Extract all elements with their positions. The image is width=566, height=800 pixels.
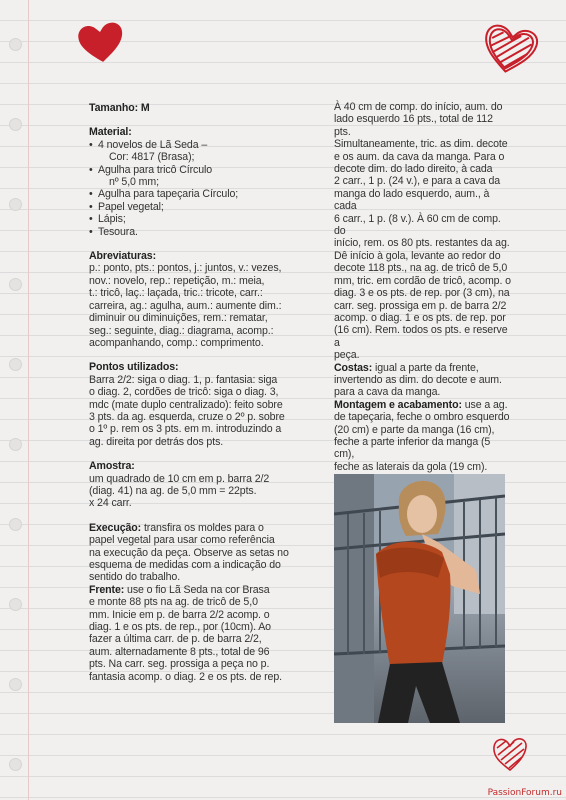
text-line: Barra 2/2: siga o diag. 1, p. fantasia: siga	[89, 373, 278, 386]
text-line: e os aum. da cava da manga. Para o	[334, 150, 505, 163]
text-line: carr. seg. prossiga em p. de barra 2/2	[334, 299, 507, 312]
text-line: ag. direita por detrás dos pts.	[89, 435, 224, 448]
text-line: peça.	[334, 349, 360, 362]
binder-hole	[9, 278, 22, 291]
text-line: use a ag.	[461, 398, 508, 411]
abbreviations-heading: Abreviaturas:	[89, 250, 156, 263]
text-line: acompanhando, comp.: comprimento.	[89, 336, 264, 349]
footer-watermark: PassionForum.ru	[487, 788, 562, 798]
binder-hole	[9, 198, 22, 211]
binder-hole	[9, 358, 22, 371]
text-line: À 40 cm de comp. do início, aum. do	[334, 101, 503, 113]
text-line: de tapeçaria, feche o ombro esquerdo	[334, 411, 510, 424]
text-line: um quadrado de 10 cm em p. barra 2/2	[89, 472, 270, 485]
scribble-heart-icon	[478, 22, 542, 78]
text-line: pts. Na carr. seg. prossiga a peça no p.	[89, 658, 270, 671]
text-line: aum. alternadamente 8 pts., total de 96	[89, 645, 270, 658]
text-line: o diag. 2, cordões de tricô: siga o diag. 3,	[89, 386, 279, 399]
material-item-detail: Cor: 4817 (Brasa);	[109, 151, 195, 164]
text-line: decote dim. do lado direito, à cada	[334, 163, 493, 176]
binder-hole	[9, 678, 22, 691]
stitches-section	[89, 361, 315, 448]
text-line: nov.: novelo, rep.: repetição, m.: meia,	[89, 274, 265, 287]
size-label: Tamanho: M	[89, 102, 150, 114]
text-line: diminuir ou diminuições, rem.: rematar,	[89, 312, 268, 325]
model-photo-illustration	[334, 474, 505, 723]
text-line: Dê início à gola, levante ao redor do	[334, 249, 501, 262]
text-line: fantasia acomp. o diag. 2 e os pts. de rep.	[89, 670, 282, 683]
text-line: (20 cm) e parte da manga (16 cm),	[334, 423, 495, 436]
material-item: • Papel vegetal;	[89, 201, 315, 213]
abbreviations-section	[89, 250, 315, 349]
text-line: seg.: seguinte, diag.: diagrama, acomp.:	[89, 324, 274, 337]
text-line: o 1º p. rem os 3 pts. em m. introduzindo a	[89, 423, 282, 436]
material-item: • Tesoura.	[89, 226, 315, 238]
material-section	[89, 126, 315, 238]
heart-icon	[76, 20, 126, 64]
material-item: • 4 novelos de Lã Seda –	[89, 139, 315, 151]
execution-heading: Execução:	[89, 521, 142, 534]
text-line: feche a parte inferior da manga (5 cm),	[334, 435, 491, 461]
stitches-heading: Pontos utilizados:	[89, 361, 179, 374]
text-line: mm, tric. em cordão de tricô, acomp. o	[334, 274, 511, 287]
execution-section	[89, 522, 315, 584]
assembly-section	[334, 399, 512, 473]
text-line: igual a parte da frente,	[372, 361, 479, 374]
left-column	[89, 102, 315, 683]
text-line: transfira os moldes para o	[141, 521, 264, 534]
text-line: x 24 carr.	[89, 497, 132, 510]
front-continued	[334, 101, 512, 362]
text-line: mdc (mate duplo centralizado): feito sobre	[89, 398, 283, 411]
binder-hole	[9, 38, 22, 51]
text-line: invertendo as dim. do decote e aum.	[334, 373, 502, 386]
scribble-heart-icon	[490, 733, 530, 773]
right-column	[334, 101, 512, 510]
front-section	[89, 584, 315, 683]
text-line: use o fio Lã Seda na cor Brasa	[124, 583, 270, 596]
text-line: Simultaneamente, tric. as dim. decote	[334, 138, 508, 151]
binder-hole	[9, 518, 22, 531]
text-line: 2 carr., 1 p. (24 v.), e para a cava da	[334, 175, 501, 188]
text-line: na execução da peça. Observe as setas no	[89, 546, 289, 559]
text-line: 3 pts. da ag. esquerda, cruze o 2º p. sobre	[89, 410, 285, 423]
text-line: esquema de medidas com a indicação do	[89, 559, 281, 571]
text-line: p.: ponto, pts.: pontos, j.: juntos, v.: vezes,	[89, 262, 282, 275]
text-line: sentido do trabalho.	[89, 571, 181, 584]
text-line: (16 cm). Rem. todos os pts. e reserve a	[334, 324, 508, 349]
text-line: diag. 3 e os pts. de rep. por (3 cm), na	[334, 287, 510, 300]
text-line: início, rem. os 80 pts. restantes da ag.	[334, 237, 510, 250]
back-heading: Costas:	[334, 361, 373, 374]
assembly-heading: Montagem e acabamento:	[334, 398, 462, 411]
front-heading: Frente:	[89, 583, 125, 596]
sample-heading: Amostra:	[89, 460, 135, 473]
model-photo	[334, 474, 505, 723]
text-line: acomp. o diag. 1 e os pts. de rep. por	[334, 311, 506, 324]
material-item: • Agulha para tapeçaria Círculo;	[89, 188, 315, 200]
sample-section	[89, 460, 315, 510]
notebook-margin-line	[28, 0, 29, 800]
text-line: carreira, ag.: agulha, aum.: aumente dim.:	[89, 299, 282, 312]
text-line: 6 carr., 1 p. (8 v.). À 60 cm de comp. do	[334, 212, 501, 238]
text-line: e monte 88 pts na ag. de tricô de 5,0	[89, 596, 258, 609]
text-line: manga do lado esquerdo, aum., à cada	[334, 187, 490, 213]
text-line: diag. 1 e os pts. de rep., por (10cm). Ao	[89, 621, 271, 634]
text-line: para a cava da manga.	[334, 386, 441, 399]
text-line: feche as laterais da gola (19 cm).	[334, 460, 488, 473]
binder-hole	[9, 598, 22, 611]
back-section	[334, 362, 512, 399]
binder-hole	[9, 758, 22, 771]
text-line: lado esquerdo 16 pts., total de 112 pts.	[334, 113, 493, 138]
text-line: fazer a última carr. de p. de barra 2/2,	[89, 633, 262, 646]
text-line: decote 118 pts., na ag. de tricô de 5,0	[334, 262, 508, 275]
material-item: • Lápis;	[89, 213, 315, 225]
text-line: t.: tricô, laç.: laçada, tric.: tricote, carr.:	[89, 287, 263, 300]
binder-hole	[9, 438, 22, 451]
binder-hole	[9, 118, 22, 131]
material-item-detail: nº 5,0 mm;	[109, 176, 159, 189]
text-line: mm. Inicie em p. de barra 2/2 acomp. o	[89, 608, 270, 621]
text-line: (diag. 41) na ag. de 5,0 mm = 22pts.	[89, 484, 257, 497]
text-line: papel vegetal para usar como referência	[89, 534, 275, 547]
material-heading: Material:	[89, 126, 132, 139]
material-item: • Agulha para tricô Círculo	[89, 164, 315, 176]
